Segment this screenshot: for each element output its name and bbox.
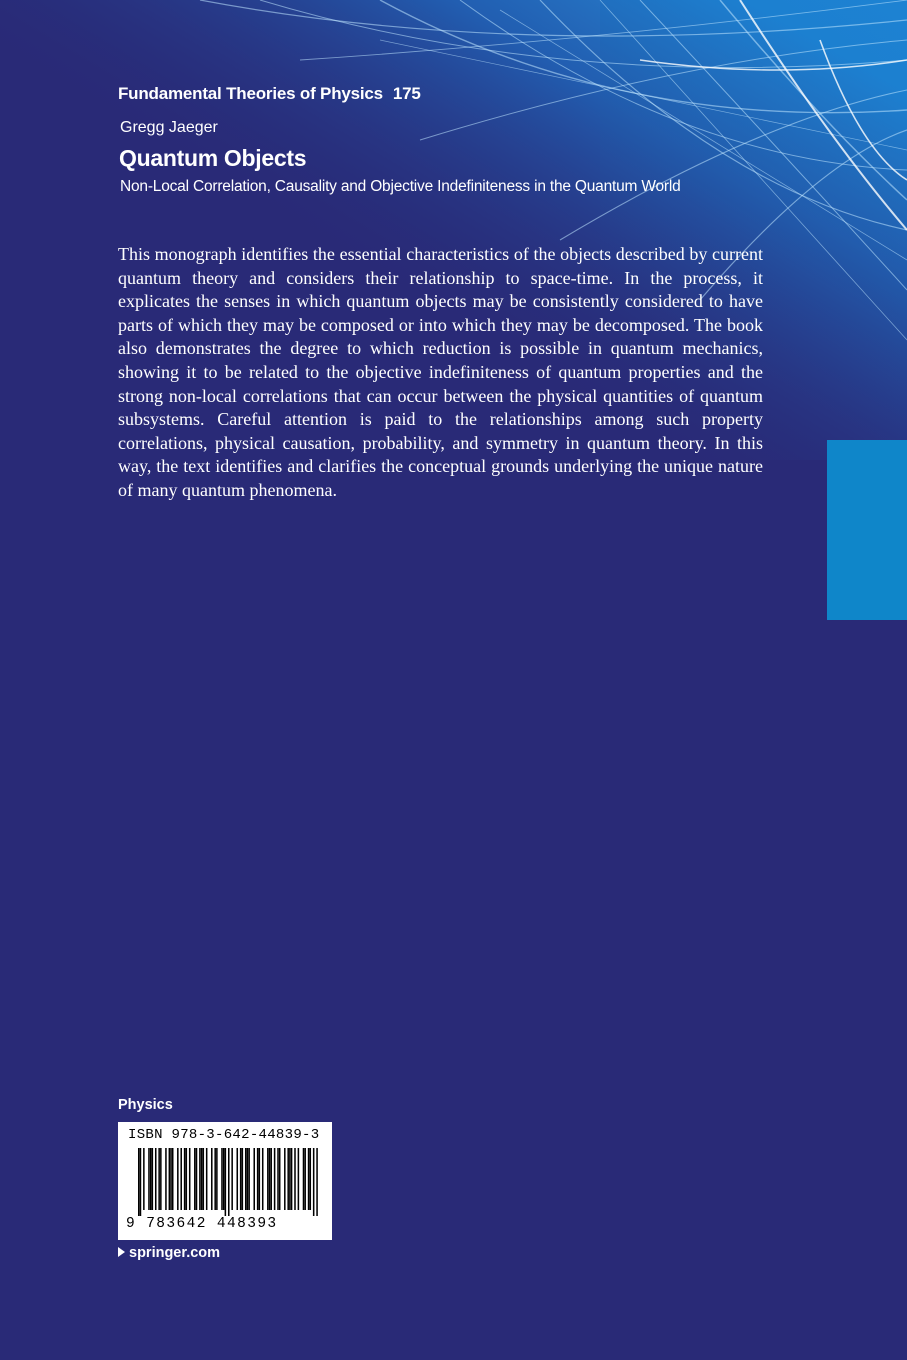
barcode-bar [294, 1148, 296, 1210]
barcode-bar [169, 1148, 171, 1210]
barcode-bar [242, 1148, 244, 1210]
barcode-bar [177, 1148, 179, 1210]
barcode-bar [186, 1148, 188, 1210]
barcode-bar [248, 1148, 250, 1210]
book-subtitle: Non-Local Correlation, Causality and Objective Indefiniteness in the Quantum World [120, 178, 681, 195]
barcode-bar [172, 1148, 174, 1210]
subject-category: Physics [118, 1097, 173, 1113]
barcode-bar [274, 1148, 276, 1210]
barcode-bar [236, 1148, 238, 1210]
barcode-bar [247, 1148, 249, 1210]
arrow-right-icon [118, 1247, 125, 1257]
series-number: 175 [392, 84, 421, 103]
barcode-bar [184, 1148, 186, 1210]
barcode-bar [308, 1148, 310, 1210]
ean-digits: 9 783642 448393 [126, 1216, 278, 1232]
barcode-bar [298, 1148, 300, 1210]
barcode-bar [289, 1148, 291, 1210]
barcode-bar [160, 1148, 162, 1210]
barcode-bar [259, 1148, 261, 1210]
barcode-bar [155, 1148, 157, 1210]
publisher-website-text: springer.com [129, 1245, 221, 1261]
book-title: Quantum Objects [119, 145, 307, 171]
barcode-bar [277, 1148, 279, 1210]
barcode-bar [279, 1148, 281, 1210]
barcode-bar [194, 1148, 196, 1210]
barcode-bar [287, 1148, 289, 1210]
barcode-bar [221, 1148, 223, 1210]
barcode-bar [313, 1148, 315, 1216]
barcode-bar [267, 1148, 269, 1210]
publisher-website[interactable] [118, 1245, 220, 1261]
barcode-bar [150, 1148, 152, 1210]
barcode-bar [148, 1148, 150, 1210]
barcode-bar [253, 1148, 255, 1210]
barcode-bar [303, 1148, 305, 1210]
barcode-bar [140, 1148, 142, 1216]
barcode-bar [138, 1148, 140, 1216]
barcode-bar [216, 1148, 218, 1210]
book-description: This monograph identifies the essential characteristics of the objects described by current quantum theory and considers their relationship to space-time. In the process, it explicates the senses in which quantum objects may be consistently considered to have parts of which they may be composed or into which they may be decomposed. The book also demonstrates the degree to which reduction is possible in quantum mechanics, showing it to be related to the objective indefiniteness of quantum properties and the strong non-local correlations that can occur between the physical quantities of quantum subsystems. Careful attention is paid to the relationships among such property correlations, physical causation, probability, and symmetry in quantum theory. In this way, the text identifies and clarifies the conceptual grounds underlying the unique nature of many quantum phenomena. [118, 244, 763, 500]
barcode-bar [223, 1148, 225, 1210]
barcode-bar [231, 1148, 233, 1210]
accent-color-tab [827, 440, 907, 620]
barcode-bar [270, 1148, 272, 1210]
barcode-bar [245, 1148, 247, 1210]
barcode-bar [152, 1148, 154, 1210]
barcode-bar [284, 1148, 286, 1210]
barcode-bar [189, 1148, 191, 1210]
isbn-barcode [118, 1122, 332, 1240]
barcode-bar [214, 1148, 216, 1210]
barcode-bar [158, 1148, 160, 1210]
barcode-bar [225, 1148, 227, 1216]
barcode-bar [180, 1148, 182, 1210]
barcode-bar [143, 1148, 145, 1210]
barcode-bar [316, 1148, 318, 1216]
barcode-bar [269, 1148, 271, 1210]
author-name: Gregg Jaeger [120, 119, 218, 136]
barcode-bar [240, 1148, 242, 1210]
barcode-bar [291, 1148, 293, 1210]
barcode-bar [211, 1148, 213, 1210]
barcode-bar [199, 1148, 201, 1210]
series-line [118, 84, 421, 104]
barcode-bar [165, 1148, 167, 1210]
barcode-bar [257, 1148, 259, 1210]
barcode-bar [304, 1148, 306, 1210]
barcode-bar [203, 1148, 205, 1210]
barcode-bar [206, 1148, 208, 1210]
barcode-bar [196, 1148, 198, 1210]
barcode-bar [201, 1148, 203, 1210]
barcode-bar [262, 1148, 264, 1210]
barcode-bar [170, 1148, 172, 1210]
series-name: Fundamental Theories of Physics [118, 84, 383, 103]
isbn-text: ISBN 978-3-642-44839-3 [128, 1127, 320, 1143]
barcode-bar [228, 1148, 230, 1216]
barcode-bar [310, 1148, 312, 1210]
